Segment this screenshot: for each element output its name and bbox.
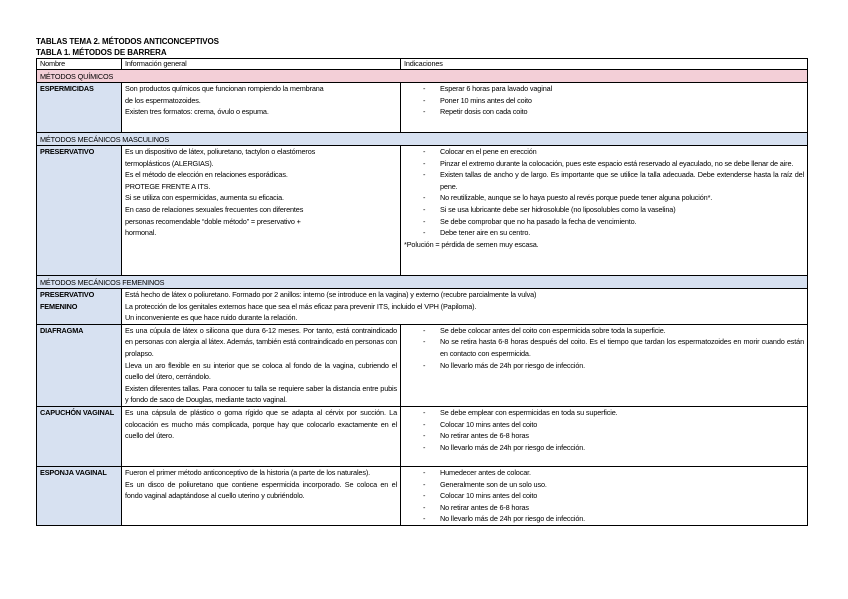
table-row-preservativo-femenino (37, 289, 808, 325)
method-name: ESPERMICIDAS (37, 83, 122, 133)
indication-item: - Debe tener aire en su centro. (404, 227, 804, 239)
info-line: Fueron el primer método anticonceptivo de la historia (a parte de los naturales). (125, 467, 370, 477)
method-name: PRESERVATIVO FEMENINO (37, 289, 122, 325)
table-row-esponja (37, 466, 808, 525)
indication-item: - Pinzar el extremo durante la colocación, pues este espacio está reservado al eyaculado, no se debe llenar de aire. (404, 158, 804, 170)
info-line: La protección de los genitales externos hace que sea el más eficaz para prevenir ITS, incluido el VPH (Papiloma). (125, 301, 477, 311)
info-line: PROTEGE FRENTE A ITS. (125, 181, 211, 191)
method-indications (401, 466, 808, 525)
table-row-preservativo (37, 146, 808, 276)
indication-item: - No reutilizable, aunque se lo haya puesto al revés porque puede tener alguna polución*. (404, 192, 804, 204)
info-line: Es el método de elección en relaciones esporádicas. (125, 170, 288, 180)
method-indications (401, 406, 808, 466)
section-row-quimicos (37, 70, 808, 83)
indication-item: - Generalmente son de un solo uso. (404, 479, 804, 491)
column-header-informacion: Información general (122, 59, 401, 70)
method-info (122, 406, 401, 466)
indication-item: - Se debe comprobar que no ha pasado la fecha de vencimiento. (404, 216, 804, 228)
info-line: Un inconveniente es que hace ruido durante la relación. (125, 313, 298, 323)
section-title: MÉTODOS MECÁNICOS MASCULINOS (37, 133, 808, 146)
info-line: personas recomendable “doble método” = preservativo + (125, 216, 301, 226)
info-line: Son productos químicos que funcionan rompiendo la membrana (125, 84, 324, 93)
info-line: Es una cápsula de plástico o goma rígido que se adapta al cérvix por succión. La colocación es mucho más complicada, porque hay que colocarlo exactamente en el cuello del útero. (125, 407, 397, 441)
indication-item: - Se debe emplear con espermicidas en toda su superficie. (404, 407, 804, 419)
indication-item: - Esperar 6 horas para lavado vaginal (404, 83, 804, 95)
column-header-nombre: Nombre (37, 59, 122, 70)
method-indications (401, 324, 808, 406)
section-title: MÉTODOS MECÁNICOS FEMENINOS (37, 276, 808, 289)
method-info (122, 146, 401, 276)
method-name: DIAFRAGMA (37, 324, 122, 406)
column-header-indicaciones: Indicaciones (401, 59, 808, 70)
method-name: PRESERVATIVO (37, 146, 122, 276)
method-info (122, 83, 401, 133)
indication-item: - No llevarlo más de 24h por riesgo de infección. (404, 513, 804, 525)
indication-item: - No retirar antes de 6-8 horas (404, 502, 804, 514)
indication-item: - Si se usa lubricante debe ser hidrosoluble (no liposolubles como la vaselina) (404, 204, 804, 216)
table-header-row (37, 59, 808, 70)
info-line: termoplásticos (ALERGIAS). (125, 158, 214, 168)
method-indications (401, 146, 808, 276)
indication-item: - No llevarlo más de 24h por riesgo de infección. (404, 360, 804, 372)
info-line: hormonal. (125, 228, 157, 238)
info-line: Es un dispositivo de látex, poliuretano, tactylon o elastómeros (125, 147, 316, 156)
barrier-methods-table (36, 58, 808, 526)
section-row-femeninos (37, 276, 808, 289)
indication-item: - No llevarlo más de 24h por riesgo de infección. (404, 442, 804, 454)
indication-item: - Humedecer antes de colocar. (404, 467, 804, 479)
info-line: Lleva un aro flexible en su interior que se coloca al fondo de la vagina, cubriendo el cuello del útero, cerrándolo. (125, 360, 397, 382)
indication-item: - Colocar 10 mins antes del coito (404, 490, 804, 502)
table-row-espermicidas (37, 83, 808, 133)
section-title: MÉTODOS QUÍMICOS (37, 70, 808, 83)
indication-item: - Repetir dosis con cada coito (404, 106, 804, 118)
indication-item: - Colocar en el pene en erección (404, 146, 804, 158)
method-info (122, 324, 401, 406)
method-info (122, 466, 401, 525)
table-row-capuchon (37, 406, 808, 466)
info-line: de los espermatozoides. (125, 95, 201, 105)
info-line: Si se utiliza con espermicidas, aumenta su eficacia. (125, 193, 284, 203)
indication-item: - Existen tallas de ancho y de largo. Es importante que se utilice la talla adecuada. Debe extenderse hasta la raíz del pene. (404, 169, 804, 192)
method-info (122, 289, 808, 325)
indication-item: - No se retira hasta 6-8 horas después del coito. Es el tiempo que tardan los espermatozoides en morir cuando están en contacto con espermicida. (404, 336, 804, 359)
method-name: CAPUCHÓN VAGINAL (37, 406, 122, 466)
method-name: ESPONJA VAGINAL (37, 466, 122, 525)
method-indications (401, 83, 808, 133)
info-line: Existen tres formatos: crema, óvulo o espuma. (125, 107, 269, 117)
document-page (36, 36, 807, 526)
indication-item: - No retirar antes de 6-8 horas (404, 430, 804, 442)
document-title: TABLAS TEMA 2. MÉTODOS ANTICONCEPTIVOS (36, 37, 219, 46)
indication-item: - Se debe colocar antes del coito con espermicida sobre toda la superficie. (404, 325, 804, 337)
indication-item: - Colocar 10 mins antes del coito (404, 419, 804, 431)
table-row-diafragma (37, 324, 808, 406)
info-line: Existen diferentes tallas. Para conocer tu talla se requiere saber la distancia entre pubis y fondo de saco de Douglas, mediante tacto vaginal. (125, 383, 397, 405)
indication-item: - Poner 10 mins antes del coito (404, 95, 804, 107)
info-line: Es un disco de poliuretano que contiene espermicida incorporado. Se coloca en el fondo vaginal adaptándose al cuello uterino y cubriéndolo. (125, 479, 397, 501)
info-line: En caso de relaciones sexuales frecuentes con diferentes (125, 204, 304, 214)
footnote: *Polución = pérdida de semen muy escasa. (404, 239, 539, 249)
info-line: Es una cúpula de látex o silicona que dura 6-12 meses. Por tanto, está contraindicado en personas con alergia al látex. Además, también está contraindicado en personas con prolapso. (125, 325, 398, 358)
table-title: TABLA 1. MÉTODOS DE BARRERA (36, 48, 167, 57)
info-line: Está hecho de látex o poliuretano. Formado por 2 anillos: interno (se introduce en la vagina) y externo (recubre parcialmente la vulva) (125, 290, 537, 299)
section-row-masculinos (37, 133, 808, 146)
